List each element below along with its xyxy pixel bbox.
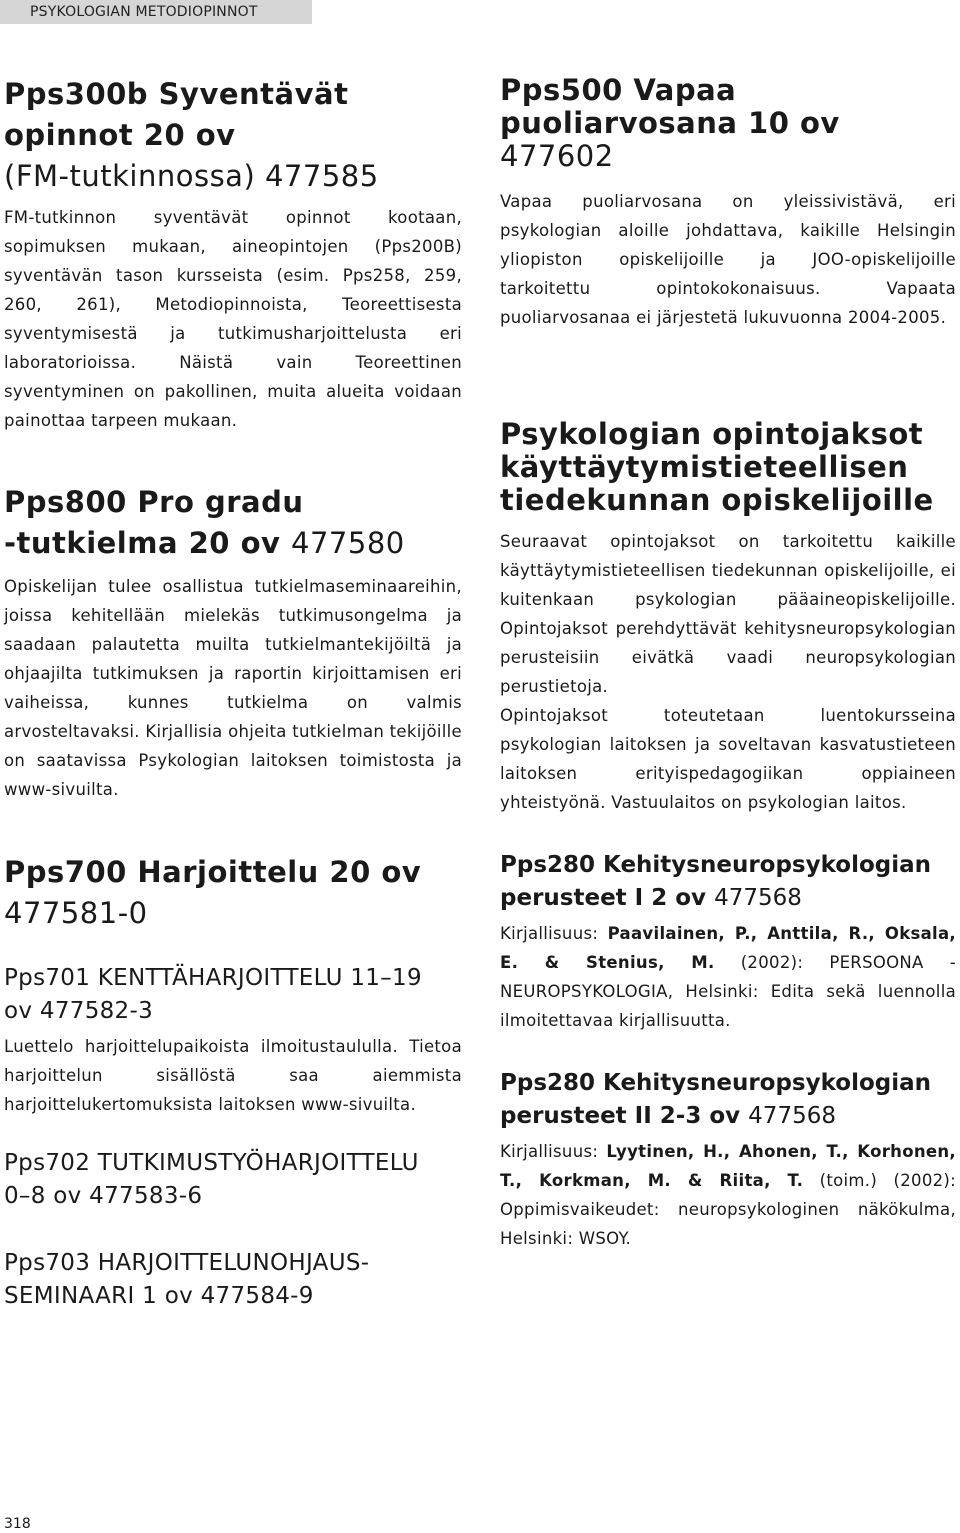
- pps700-code: 477581-0: [4, 896, 148, 930]
- pps800-title: [4, 482, 462, 564]
- pps800-title-line: Pps800 Pro gradu: [4, 485, 304, 519]
- section-pps280-1: [500, 849, 956, 1035]
- pps300b-title-line: (FM-tutkinnossa) 477585: [4, 159, 379, 193]
- pps500-title: [500, 74, 956, 173]
- pps280-2-code: 477568: [748, 1103, 836, 1129]
- section-pps700: [4, 852, 462, 934]
- left-column: [4, 74, 462, 1313]
- section-pps701: [4, 962, 462, 1119]
- pps500-code: 477602: [500, 139, 614, 173]
- literature-details: (toim.) (2002): Oppimisvaikeudet: neuropsykologinen näkökulma, Helsinki: WSOY.: [500, 1171, 957, 1248]
- pps703-title: Pps703 HARJOITTELUNOHJAUS-SEMINAARI 1 ov 477584-9: [4, 1250, 370, 1309]
- pps300b-title: [4, 74, 462, 197]
- pps500-title-line: puoliarvosana 10 ov: [500, 106, 840, 140]
- psyk-title-line: Psykologian opintojaksot: [500, 417, 924, 451]
- pps280-1-title-line: perusteet I 2 ov: [500, 885, 707, 911]
- psyk-body-2: Opintojaksot toteutetaan luentokursseina psykologian laitoksen ja soveltavan kasvatustieteen laitoksen erityispedagogiikan oppiaineen yhteistyönä. Vastuulaitos on psykologian laitos.: [500, 706, 956, 812]
- section-pps800: [4, 482, 462, 804]
- pps300b-title-line: opinnot 20 ov: [4, 118, 236, 152]
- pps280-1-code: 477568: [714, 885, 802, 911]
- section-pps500: [500, 74, 956, 332]
- section-pps702: [4, 1147, 462, 1213]
- page-number: 318: [4, 1516, 31, 1532]
- psyk-title-line: tiedekunnan opiskelijoille: [500, 483, 934, 517]
- literature-lead: Kirjallisuus:: [500, 924, 599, 943]
- pps701-body: Luettelo harjoittelupaikoista ilmoitustaululla. Tietoa harjoittelun sisällöstä saa aiemmista harjoittelukertomuksista laitoksen www-sivuilta.: [4, 1037, 462, 1114]
- section-pps300b: [4, 74, 462, 435]
- psyk-title-line: käyttäytymistieteellisen: [500, 450, 909, 484]
- pps300b-body: FM-tutkinnon syventävät opinnot kootaan, sopimuksen mukaan, aineopintojen (Pps200B) syventävän tason kursseista (esim. Pps258, 259, 260, 261), Metodiopinnoista, Teoreettisesta syventymisestä ja tutkimusharjoittelusta eri laboratorioissa. Näistä vain Teoreettinen syventyminen on pakollinen, muita alueita voidaan painottaa tarpeen mukaan.: [4, 208, 462, 430]
- pps702-title: Pps702 TUTKIMUSTYÖHARJOITTELU 0–8 ov 477583-6: [4, 1150, 419, 1209]
- literature-lead: Kirjallisuus:: [500, 1142, 599, 1161]
- pps280-2-literature: [500, 1137, 956, 1253]
- pps280-2-title-line: perusteet II 2-3 ov: [500, 1103, 741, 1129]
- pps280-1-literature: [500, 919, 956, 1035]
- section-psyk-opintojaksot: [500, 418, 956, 817]
- pps500-body: Vapaa puoliarvosana on yleissivistävä, eri psykologian aloille johdattava, kaikille Helsingin yliopiston opiskelijoille ja JOO-opiskelijoille tarkoitettu opintokokonaisuus. Vapaata puoliarvosanaa ei järjestetä lukuvuonna 2004-2005.: [500, 192, 956, 327]
- pps700-title: [4, 852, 462, 934]
- pps800-code: 477580: [291, 526, 405, 560]
- pps300b-title-line: Pps300b Syventävät: [4, 77, 349, 111]
- pps701-title: Pps701 KENTTÄHARJOITTELU 11–19 ov 477582-3: [4, 965, 422, 1024]
- running-head: PSYKOLOGIAN METODIOPINNOT: [0, 0, 312, 24]
- literature-authors: Paavilainen, P., Anttila, R., Oksala, E. & Stenius, M.: [500, 924, 956, 972]
- pps280-1-title: [500, 849, 956, 915]
- right-column: [500, 74, 956, 1253]
- psyk-title: [500, 418, 956, 517]
- literature-details: (2002): PERSOONA - NEUROPSYKOLOGIA, Helsinki: Edita sekä luennolla ilmoitettavaa kirjallisuutta.: [500, 953, 957, 1030]
- pps500-title-line: Pps500 Vapaa: [500, 73, 737, 107]
- pps800-title-line: -tutkielma 20 ov: [4, 526, 281, 560]
- pps280-2-title-line: Pps280 Kehitysneuropsykologian: [500, 1070, 932, 1096]
- pps280-2-title: [500, 1067, 956, 1133]
- section-pps280-2: [500, 1067, 956, 1253]
- section-pps703: [4, 1247, 462, 1313]
- literature-authors: Lyytinen, H., Ahonen, T., Korhonen, T., Korkman, M. & Riita, T.: [500, 1142, 956, 1190]
- pps700-title-line: Pps700 Harjoittelu 20 ov: [4, 855, 422, 889]
- pps280-1-title-line: Pps280 Kehitysneuropsykologian: [500, 852, 932, 878]
- pps800-body: Opiskelijan tulee osallistua tutkielmaseminaareihin, joissa kehitellään mielekäs tutkimusongelma ja saadaan palautetta muilta tutkielmantekijöiltä ja ohjaajilta tutkimuksen ja raportin kirjoittamisen eri vaiheissa, kunnes tutkielma on valmis arvosteltavaksi. Kirjallisia ohjeita tutkielman tekijöille on saatavissa Psykologian laitoksen toimistosta ja www-sivuilta.: [4, 577, 463, 799]
- psyk-body-1: Seuraavat opintojaksot on tarkoitettu kaikille käyttäytymistieteellisen tiedekunnan opiskelijoille, ei kuitenkaan psykologian pääaineopiskelijoille. Opintojaksot perehdyttävät kehitysneuropsykologian perusteisiin eivätkä vaadi neuropsykologian perustietoja.: [500, 532, 956, 696]
